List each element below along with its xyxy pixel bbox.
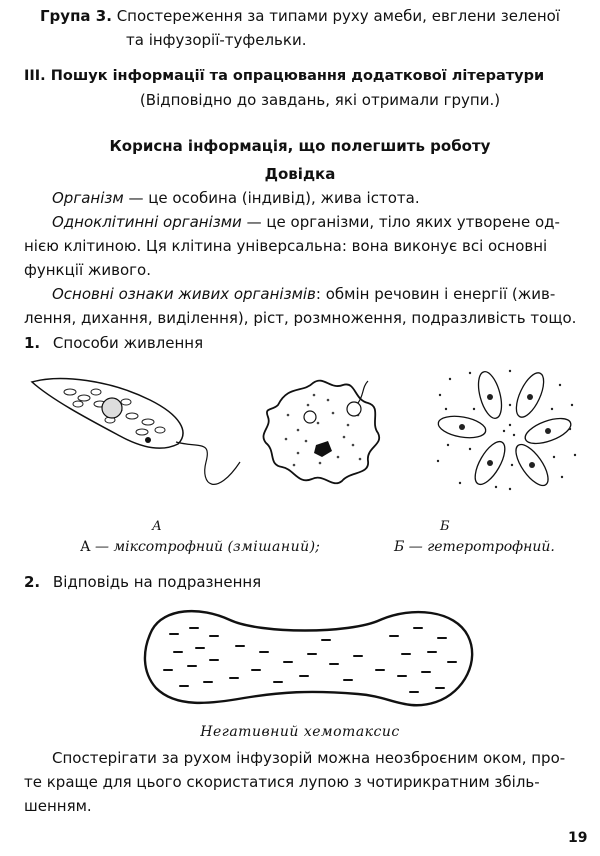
caption-a-text: — міксотрофний ( <box>90 539 234 555</box>
definition-features-line2: лення, дихання, виділення), ріст, розмноження, подразливість тощо. <box>24 309 577 327</box>
item2-title: Відповідь на подразнення <box>52 573 262 591</box>
caption-a-paren: змішаний <box>233 539 310 555</box>
parasite-cells-illustration <box>430 365 580 495</box>
section3-subheading: (Відповідно до завдань, які отримали групи.) <box>139 91 501 109</box>
item1-title: Способи живлення <box>52 334 204 352</box>
closing-line3: шенням. <box>24 797 92 815</box>
item1-number: 1. <box>24 334 41 352</box>
caption-a-end: ); <box>309 539 320 555</box>
section3-heading: III. Пошук інформації та опрацювання додаткової літератури <box>24 68 545 84</box>
definition-features-line1 <box>52 282 555 306</box>
definition-features-text1: : обмін речовин і енергії (жив- <box>315 285 556 303</box>
definition-unicellular-line1 <box>52 210 560 234</box>
caption-b-text: — гетеротрофний. <box>404 539 555 555</box>
definition-unicellular-text1: — це організми, тіло яких утворене од- <box>241 213 560 231</box>
group3-text-line2: та інфузорії-туфельки. <box>126 31 307 49</box>
reference-title: Довідка <box>264 165 336 183</box>
group3-label: Група 3. <box>40 7 112 25</box>
euglena-illustration <box>30 370 245 495</box>
figure2-caption: Негативний хемотаксис <box>200 724 400 740</box>
term-unicellular: Одноклітинні організми <box>52 213 242 231</box>
caption-a-letter: А <box>80 539 91 555</box>
definition-unicellular-line2: нією клітиною. Ця клітина універсальна: вона виконує всі основні <box>24 237 548 255</box>
amoeba-illustration <box>258 375 386 487</box>
useful-info-title: Корисна інформація, що полегшить роботу <box>109 137 491 155</box>
closing-line1: Спостерігати за рухом інфузорій можна неозброєним оком, про- <box>52 749 566 767</box>
group3-line1 <box>40 4 585 28</box>
caption-b-letter: Б <box>394 539 405 555</box>
definition-unicellular-line3: функції живого. <box>24 261 151 279</box>
term-features: Основні ознаки живих організмів <box>52 285 316 303</box>
definition-organism <box>52 186 420 210</box>
figure1-caption-b <box>394 535 555 559</box>
page-number: 19 <box>568 830 588 846</box>
item1-heading <box>24 331 203 355</box>
item2-number: 2. <box>24 573 41 591</box>
figure1-label-a: А <box>152 519 162 534</box>
group3-text-line1: Спостереження за типами руху амеби, евглени зеленої <box>116 7 560 25</box>
closing-line2: те краще для цього скористатися лупою з чотирикратним збіль- <box>24 773 540 791</box>
term-organism: Організм <box>52 189 124 207</box>
figure1-caption-a <box>80 535 320 559</box>
chemotaxis-illustration <box>140 600 475 715</box>
figure1-label-b: Б <box>440 519 450 534</box>
item2-heading <box>24 570 261 594</box>
definition-organism-text: — це особина (індивід), жива істота. <box>123 189 420 207</box>
